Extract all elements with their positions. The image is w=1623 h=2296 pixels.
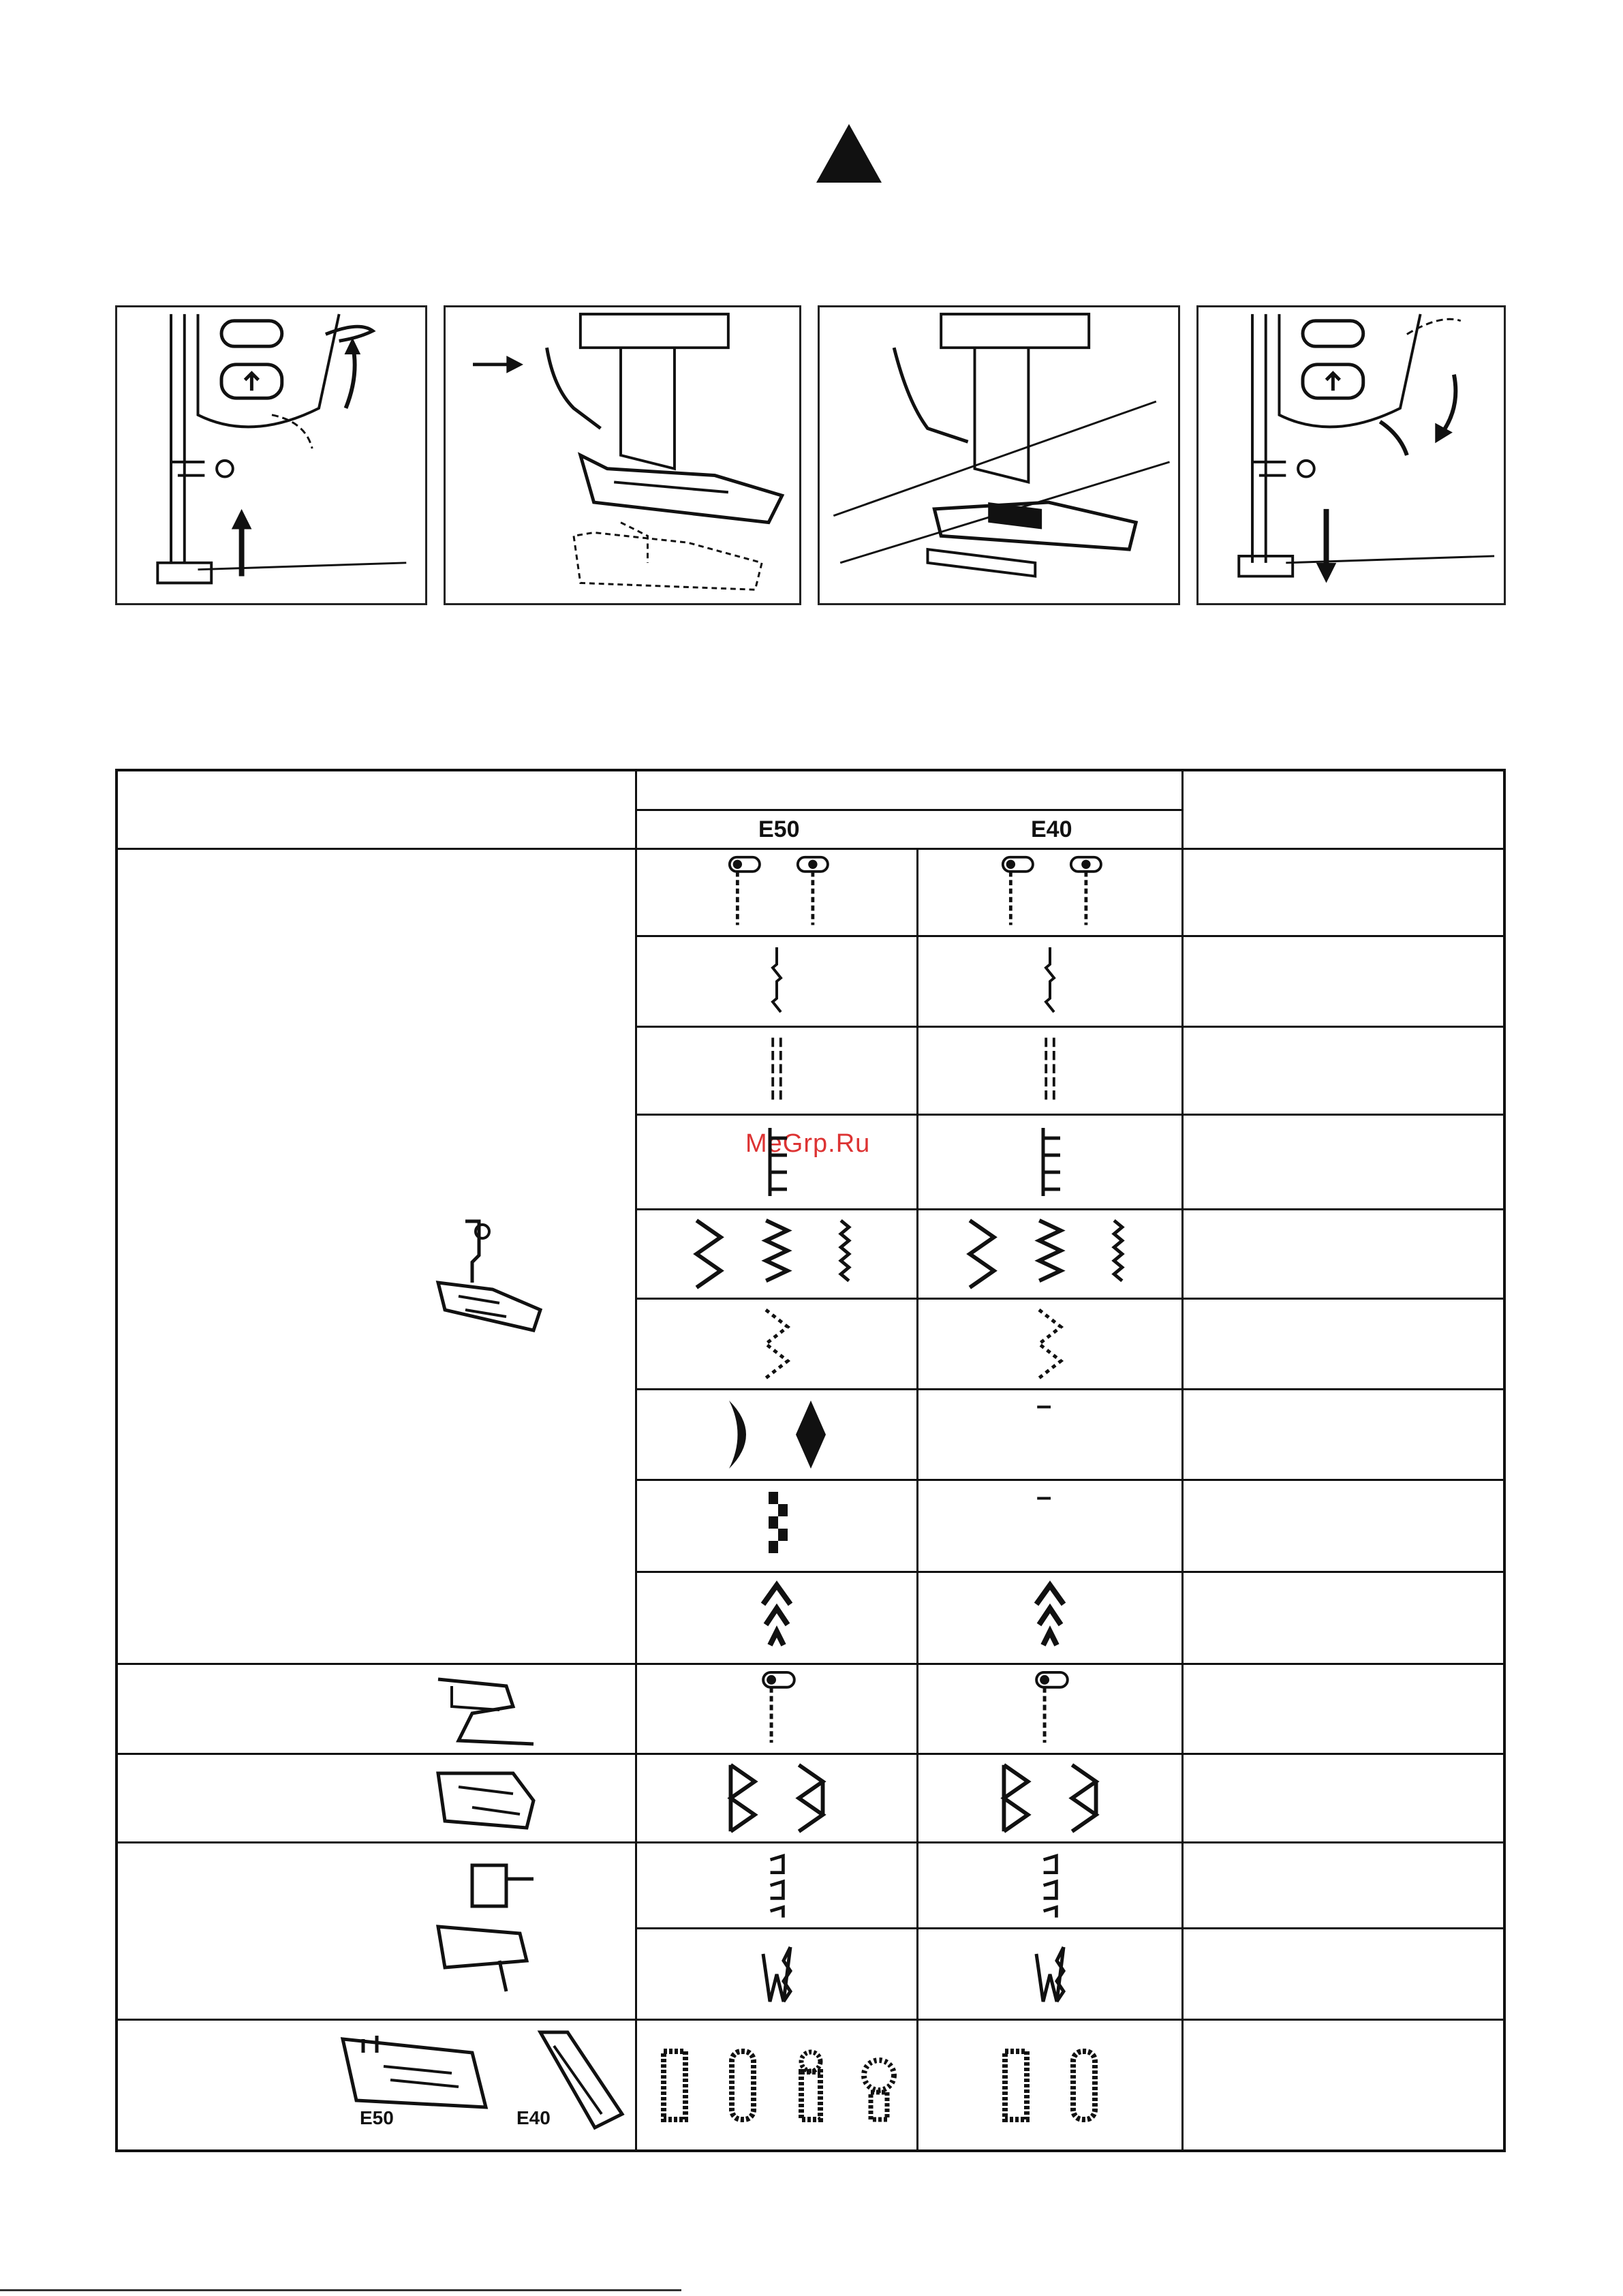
foot-label-e40: E40 [516,2107,551,2128]
foot-remove-figure [444,305,801,605]
presser-foot-lever-down-icon [1199,307,1504,603]
overcast-zigzag-icon [790,1758,831,1838]
half-moon-icon [722,1394,763,1475]
stretch-stitch-icon [1030,940,1070,1022]
zigzag-small-icon [1098,1214,1139,1294]
stretch-stitch-icon [756,940,797,1022]
overcasting-foot-icon [431,1760,540,1835]
triple-stretch-icon [756,1031,797,1110]
presser-foot-lever-up-icon [117,307,425,603]
zigzag-narrow-icon [1030,1214,1070,1294]
triple-stretch-icon [1030,1031,1070,1110]
diamond-icon [790,1394,831,1475]
zipper-straight-icon [1030,1668,1070,1749]
blanket-stitch-icon [756,1121,797,1203]
buttonhole-eyelet-icon [859,2045,899,2126]
warning-triangle-icon [815,123,883,184]
unavailable-mark: – [1036,1390,1052,1420]
arrow-stitch-icon [1030,1577,1070,1659]
zigzag-icon [688,1214,729,1294]
presser-foot-attach-icon [820,307,1178,603]
zipper-straight-icon [756,1668,797,1749]
arrow-stitch-icon [756,1577,797,1659]
straight-stitch-center-icon [790,853,831,932]
foot-label-e50: E50 [360,2107,394,2128]
presser-foot-release-icon [446,307,799,603]
stretch-blind-hem-icon [1030,1933,1070,2015]
overcast-stitch-icon [722,1758,763,1838]
blind-hem-foot-icon [424,1858,547,1995]
watermark-text: MeGrp.Ru [745,1129,871,1158]
blanket-stitch-icon [1030,1121,1070,1203]
zigzag-narrow-icon [756,1214,797,1294]
multi-zigzag-icon [756,1303,797,1385]
unavailable-mark: – [1036,1482,1052,1512]
straight-stitch-left-icon [722,853,763,932]
buttonhole-keyhole-icon [790,2045,831,2126]
straight-stitch-center-icon [1064,853,1104,932]
overcast-zigzag-icon [1064,1758,1104,1838]
buttonhole-square-icon [995,2045,1036,2126]
zigzag-foot-icon [418,1214,554,1351]
stretch-blind-hem-icon [756,1933,797,2015]
buttonhole-round-icon [722,2045,763,2126]
lever-lower-figure [1196,305,1506,605]
col-header-e40: E40 [1031,816,1072,842]
zigzag-icon [961,1214,1002,1294]
zigzag-small-icon [824,1214,865,1294]
col-header-e50: E50 [758,816,800,842]
blind-hem-icon [1030,1847,1070,1924]
buttonhole-foot-e50-icon [336,2025,493,2121]
buttonhole-square-icon [654,2045,695,2126]
overcast-stitch-icon [995,1758,1036,1838]
zipper-foot-icon [431,1672,540,1747]
straight-stitch-left-icon [995,853,1036,932]
checker-stitch-icon [756,1485,797,1567]
multi-zigzag-icon [1030,1303,1070,1385]
blind-hem-icon [756,1847,797,1924]
buttonhole-round-icon [1064,2045,1104,2126]
page-footer-rule [0,2289,681,2291]
foot-attach-figure [818,305,1180,605]
presser-foot-table [115,769,1506,2152]
lever-raise-figure [115,305,427,605]
